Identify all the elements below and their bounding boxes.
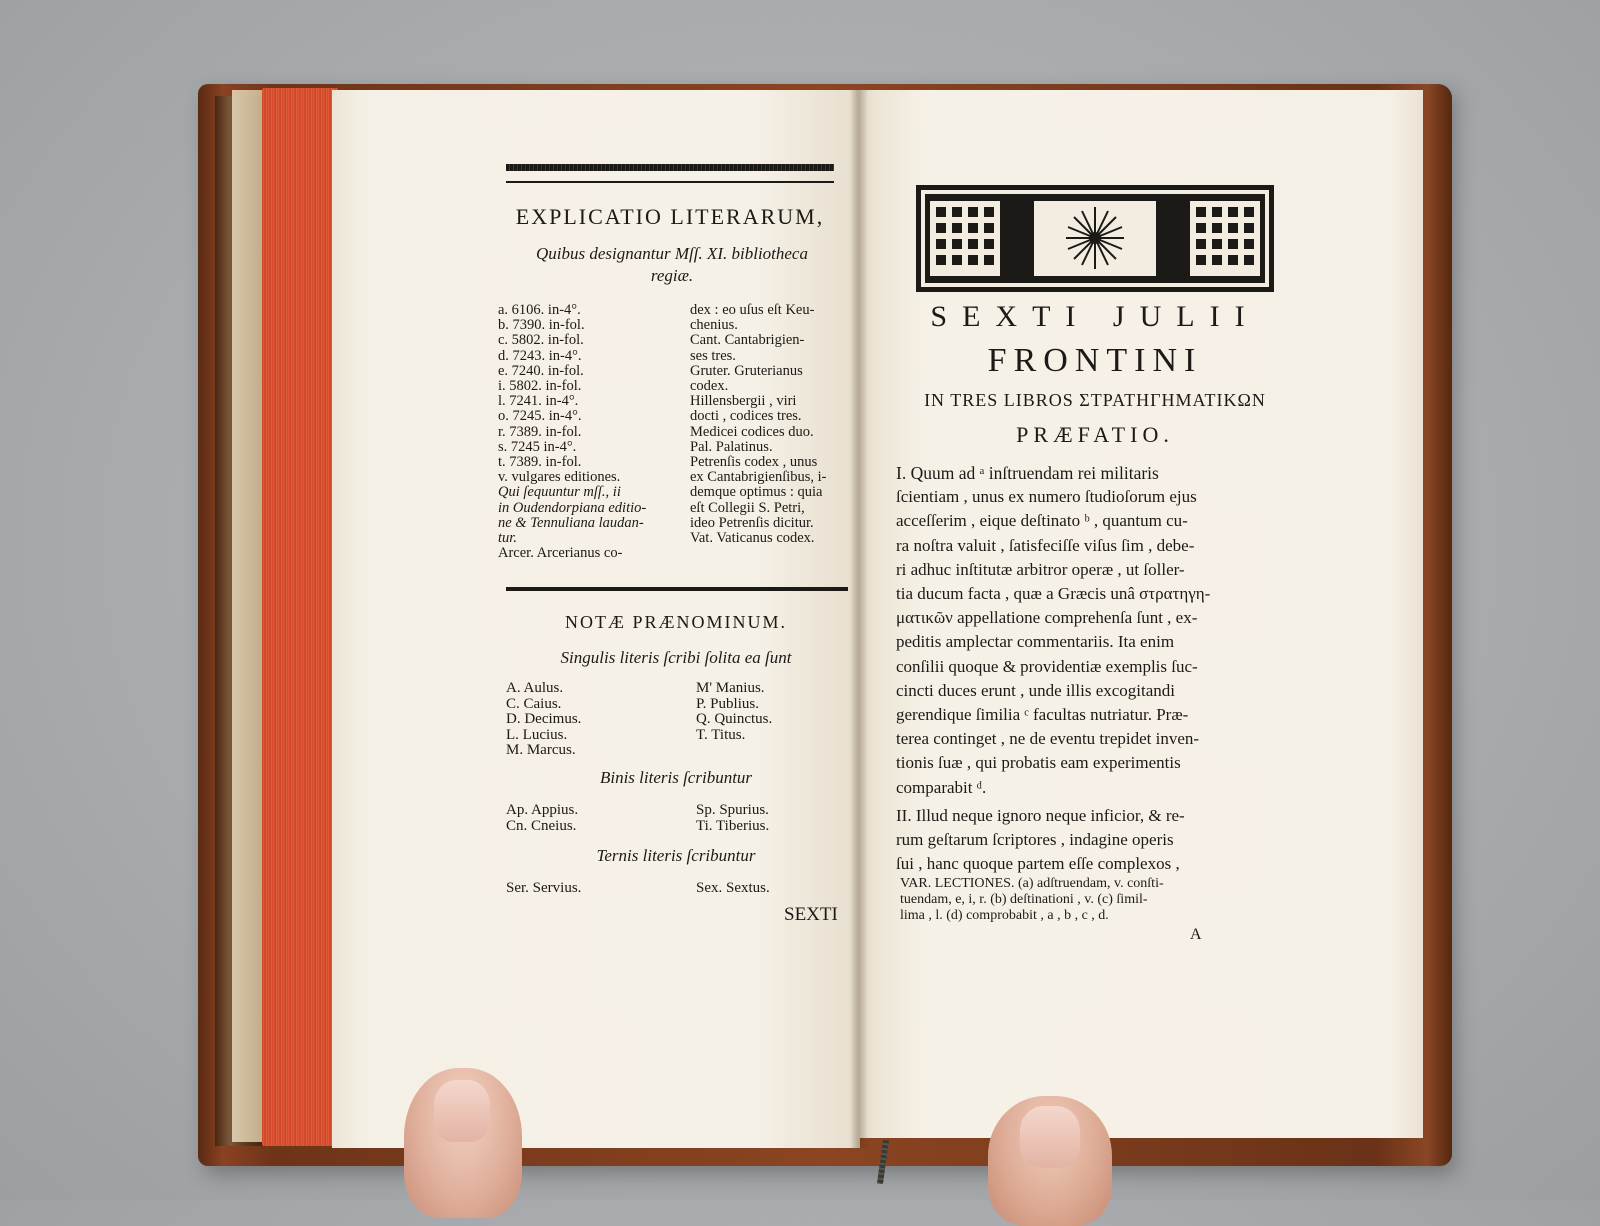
footnote-line-2: tuendam, e, i, r. (b) deſtinationi , v. (c) ſimil-: [900, 892, 1148, 907]
praenomen-entry: M' Manius.: [696, 680, 765, 696]
left-title: EXPLICATIO LITERARUM,: [515, 204, 825, 229]
title-praefatio: PRÆFATIO.: [1016, 422, 1174, 447]
head-rule-thick: [506, 164, 834, 171]
siglum-entry: Medicei codices duo.: [690, 423, 814, 440]
siglum-entry: t. 7389. in-fol.: [498, 454, 582, 470]
title-sexti-julii: SEXTI JULII: [930, 300, 1260, 333]
footnote-line-1: VAR. LECTIONES. (a) adſtruendam, v. conſti-: [900, 876, 1164, 891]
siglum-entry: e. 7240. in-fol.: [498, 362, 584, 379]
siglum-entry: Hillensbergii , viri: [690, 393, 797, 410]
left-thumbnail: [434, 1080, 490, 1142]
siglum-entry: demque optimus : quia: [690, 484, 823, 501]
siglum-entry: c. 5802. in-fol.: [498, 332, 584, 349]
siglum-entry: Qui ſequuntur mſſ., ii: [498, 484, 621, 501]
siglum-entry: eſt Collegii S. Petri,: [690, 499, 805, 516]
praenomen-entry: Ti. Tiberius.: [696, 817, 770, 834]
title-in-tres-libros: IN TRES LIBROS ΣΤΡΑΤΗΓΗΜΑΤΙΚΩΝ: [924, 390, 1266, 410]
siglum-entry: r. 7389. in-fol.: [498, 423, 582, 440]
preface-line: gerendique ſimilia ᶜ facultas nutriatur. Præ-: [896, 705, 1189, 724]
mid-rule: [506, 587, 848, 591]
preface-line: II. Illud neque ignoro neque inficior, & re-: [896, 805, 1185, 825]
siglum-entry: Petrenſis codex , unus: [690, 454, 818, 470]
praenomen-entry: Cn. Cneius.: [506, 817, 577, 834]
catchword: SEXTI: [784, 904, 838, 925]
preface-line: ſui , hanc quoque partem eſſe complexos ,: [896, 854, 1180, 874]
preface-line: peditis amplectar commentariis. Ita enim: [896, 632, 1175, 652]
footnote-line-3: lima , l. (d) comprobabit , a , b , c , d.: [900, 908, 1109, 923]
siglum-entry: l. 7241. in-4°.: [498, 393, 579, 410]
siglum-entry: ses tres.: [690, 347, 736, 364]
siglum-entry: v. vulgares editiones.: [498, 469, 621, 486]
siglum-entry: b. 7390. in-fol.: [498, 317, 585, 334]
preface-line: tia ducum facta , quæ a Græcis unâ στρατηγη-: [896, 584, 1211, 603]
siglum-entry: Pal. Palatinus.: [690, 438, 773, 455]
preface-line: rum geſtarum ſcriptores , indagine operis: [896, 830, 1174, 849]
preface-line: ſcientiam , unus ex numero ſtudioſorum ejus: [896, 487, 1197, 507]
preface-line: cincti duces erunt , unde illis excogitandi: [896, 680, 1176, 700]
notae-title: NOTÆ PRÆNOMINUM.: [564, 612, 788, 632]
siglum-entry: o. 7245. in-4°.: [498, 408, 582, 425]
siglum-entry: d. 7243. in-4°.: [498, 347, 582, 364]
siglum-entry: ex Cantabrigienſibus, i-: [690, 469, 827, 486]
head-rule-thin: [506, 181, 834, 183]
praenomen-entry: L. Lucius.: [506, 726, 568, 743]
siglum-entry: ne & Tennuliana laudan-: [498, 514, 644, 531]
siglum-entry: Arcer. Arcerianus co-: [498, 545, 623, 562]
siglum-entry: tur.: [498, 530, 517, 546]
siglum-entry: dex : eo uſus eſt Keu-: [690, 302, 815, 318]
left-subtitle-line1: Quibus designantur Mſſ. XI. bibliotheca: [536, 244, 808, 263]
left-subtitle-line2: regiæ.: [650, 266, 694, 285]
right-thumbnail: [1020, 1106, 1080, 1168]
ternis-heading: Ternis literis ſcribuntur: [596, 846, 756, 865]
praenomen-entry: C. Caius.: [506, 695, 562, 712]
preface-line: I. Quum ad ᵃ inſtruendam rei militaris: [896, 463, 1159, 483]
praenomen-entry: A. Aulus.: [506, 680, 564, 696]
binis-heading: Binis literis ſcribuntur: [599, 768, 753, 787]
praenomen-entry: P. Publius.: [696, 695, 759, 712]
siglum-entry: Cant. Cantabrigien-: [690, 332, 805, 349]
preface-line: ματικῶν appellatione comprehenſa ſunt , ex-: [896, 608, 1198, 628]
ternis-left: Ser. Servius.: [506, 880, 582, 896]
siglum-entry: i. 5802. in-fol.: [498, 378, 582, 394]
preface-line: conſilii quoque & providentiæ exemplis ſuc-: [896, 656, 1198, 676]
ornamental-headpiece: [916, 185, 1274, 292]
praenomen-entry: Sp. Spurius.: [696, 802, 769, 818]
preface-line: terea continget , ne de eventu trepidet inven-: [896, 729, 1200, 749]
siglum-entry: Vat. Vaticanus codex.: [690, 530, 815, 546]
preface-line: ri adhuc inſtitutæ arbitror operæ , ut ſoller-: [896, 559, 1185, 579]
siglum-entry: Gruter. Gruterianus: [690, 362, 803, 379]
siglum-entry: docti , codices tres.: [690, 408, 802, 425]
ternis-right: Sex. Sextus.: [696, 880, 770, 896]
book-gutter: [850, 90, 868, 1148]
siglum-entry: ideo Petrenſis dicitur.: [690, 514, 814, 531]
preface-line: acceſſerim , eique deſtinato ᵇ , quantum cu-: [896, 511, 1188, 531]
red-sprinkled-page-edges: [262, 88, 338, 1146]
preface-line: ra noſtra valuit , ſatisfeciſſe viſus ſim , debe-: [896, 535, 1195, 555]
praenomen-entry: M. Marcus.: [506, 742, 576, 758]
title-frontini: FRONTINI: [987, 342, 1203, 379]
singulis-heading: Singulis literis ſcribi ſolita ea ſunt: [560, 648, 792, 667]
preface-line: comparabit ᵈ.: [896, 777, 987, 797]
siglum-entry: codex.: [690, 378, 729, 394]
siglum-entry: a. 6106. in-4°.: [498, 302, 581, 318]
siglum-entry: in Oudendorpiana editio-: [498, 499, 647, 516]
siglum-entry: s. 7245 in-4°.: [498, 438, 577, 455]
preface-line: tionis ſuæ , qui probatis eam experimentis: [896, 753, 1181, 773]
praenomen-entry: Q. Quinctus.: [696, 711, 773, 727]
siglum-entry: chenius.: [690, 317, 738, 334]
praenomen-entry: T. Titus.: [696, 726, 746, 743]
praenomen-entry: D. Decimus.: [506, 711, 582, 727]
signature-mark: A: [1190, 926, 1202, 943]
praenomen-entry: Ap. Appius.: [506, 802, 579, 818]
